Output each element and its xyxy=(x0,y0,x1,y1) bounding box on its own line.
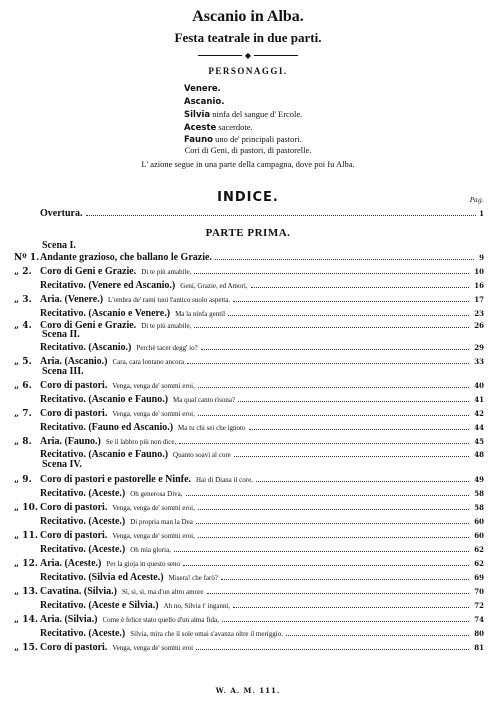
index-entry xyxy=(14,294,484,307)
person-name: Fauno xyxy=(184,135,213,145)
entry-title: Recitativo. (Silvia ed Aceste.) xyxy=(40,572,164,583)
entry-incipit: Quanto soavi al core xyxy=(173,451,231,459)
entry-page: 80 xyxy=(474,629,484,638)
index-entry xyxy=(14,422,484,435)
person-description: uno de' principali pastori. xyxy=(213,134,302,144)
entry-page: 40 xyxy=(474,381,484,390)
entry-number: „ 14. xyxy=(14,615,38,625)
dot-leader xyxy=(201,349,470,350)
dot-leader xyxy=(198,415,469,416)
entry-incipit: Silvia, mira che il sole omai s'avanza oltre il meriggio. xyxy=(130,630,283,638)
index-entry xyxy=(14,266,484,279)
entry-title: Recitativo. (Aceste.) xyxy=(40,488,126,499)
index-entry xyxy=(14,342,484,355)
entry-incipit: Per la gioja in questo seno xyxy=(106,560,181,568)
entry-page: 48 xyxy=(474,450,484,459)
entry-title: Aria. (Silvia.) xyxy=(40,614,98,625)
scena-heading: Scena I. xyxy=(42,240,76,251)
entry-incipit: Venga, venga de' sommi eroi xyxy=(112,644,194,652)
person-description: sacerdote. xyxy=(216,122,253,132)
entry-page: 17 xyxy=(474,295,484,304)
entry-page: 72 xyxy=(474,601,484,610)
entry-page: 44 xyxy=(474,423,484,432)
entry-incipit: Sì, sì, sì, ma d'un altro amore xyxy=(121,588,204,596)
entry-incipit: Di propria man la Dea xyxy=(130,518,193,526)
index-entry xyxy=(14,600,484,613)
index-entry xyxy=(14,586,484,599)
entry-title: Recitativo. (Aceste.) xyxy=(40,516,126,527)
index-entry xyxy=(14,544,484,557)
entry-page: 70 xyxy=(474,587,484,596)
entry-page: 58 xyxy=(474,489,484,498)
index-entry xyxy=(14,642,484,655)
index-entry xyxy=(14,516,484,529)
person-entry xyxy=(184,122,253,133)
entry-incipit: Ma la ninfa gentil xyxy=(175,310,226,318)
entry-page: 60 xyxy=(474,531,484,540)
entry-number: Nº 1. xyxy=(14,253,40,263)
entry-title: Aria. (Fauno.) xyxy=(40,436,101,447)
entry-number: „ 2. xyxy=(14,267,32,277)
entry-title: Recitativo. (Ascanio e Fauno.) xyxy=(40,449,169,460)
entry-incipit: Ma tu chi sei che ignoto xyxy=(178,424,246,432)
dot-leader xyxy=(198,537,469,538)
person-entry xyxy=(184,96,224,107)
entry-title: Coro di Geni e Grazie. xyxy=(40,266,137,277)
scena-heading: Scena II. xyxy=(42,329,80,340)
index-entry xyxy=(14,502,484,515)
entry-page: 41 xyxy=(474,395,484,404)
index-entry xyxy=(14,408,484,421)
person-name: Venere. xyxy=(184,84,221,94)
entry-page: 81 xyxy=(474,643,484,652)
chorus-line: Cori di Geni, di pastori, di pastorelle. xyxy=(184,145,312,155)
dot-leader xyxy=(198,387,469,388)
entry-page: 16 xyxy=(474,281,484,290)
dot-leader xyxy=(198,509,469,510)
dot-leader xyxy=(233,607,469,608)
dot-leader xyxy=(196,649,469,650)
entry-title: Recitativo. (Ascanio e Fauno.) xyxy=(40,394,169,405)
dot-leader xyxy=(234,456,469,457)
entry-incipit: Come è felice stato quello d'un alma fida, xyxy=(102,616,219,624)
entry-title: Coro di pastori. xyxy=(40,642,108,653)
entry-incipit: Se il labbro più non dice, xyxy=(105,438,177,446)
entry-page: 49 xyxy=(474,475,484,484)
entry-page: 23 xyxy=(474,309,484,318)
person-entry xyxy=(184,109,302,120)
entry-title: Recitativo. (Ascanio e Venere.) xyxy=(40,308,171,319)
entry-number: „ 3. xyxy=(14,295,32,305)
dot-leader xyxy=(249,429,470,430)
dot-leader xyxy=(215,259,474,260)
entry-incipit: Di te più amabile, xyxy=(141,322,192,330)
dot-leader xyxy=(174,551,469,552)
entry-page: 33 xyxy=(474,357,484,366)
scena-heading: Scena III. xyxy=(42,366,84,377)
entry-number: „ 5. xyxy=(14,357,32,367)
entry-number: „ 9. xyxy=(14,475,32,485)
dot-leader xyxy=(286,635,469,636)
index-entry xyxy=(14,394,484,407)
entry-number: „ 12. xyxy=(14,559,38,569)
dot-leader xyxy=(238,401,469,402)
index-entry xyxy=(14,436,484,449)
entry-page: 62 xyxy=(474,545,484,554)
index-entry xyxy=(14,628,484,641)
part-title: PARTE PRIMA. xyxy=(205,227,291,239)
index-entry xyxy=(14,280,484,293)
dot-leader xyxy=(194,273,469,274)
overtura-label: Overtura. xyxy=(40,208,83,219)
entry-title: Recitativo. (Aceste.) xyxy=(40,628,126,639)
entry-incipit: Perchè tacer degg' io? xyxy=(136,344,198,352)
entry-title: Recitativo. (Fauno ed Ascanio.) xyxy=(40,422,174,433)
dot-leader xyxy=(228,315,469,316)
dot-leader xyxy=(196,523,469,524)
entry-incipit: Ma qual canto risona? xyxy=(173,396,236,404)
personaggi-heading: PERSONAGGI. xyxy=(208,66,288,76)
dot-leader xyxy=(183,565,469,566)
entry-incipit: Oh generosa Diva, xyxy=(130,490,183,498)
person-entry xyxy=(184,83,221,94)
entry-incipit: Di te più amabile, xyxy=(141,268,192,276)
entry-page: 45 xyxy=(474,437,484,446)
index-entry xyxy=(14,320,484,333)
entry-number: „ 15. xyxy=(14,643,38,653)
entry-incipit: Geni, Grazie, ed Amori, xyxy=(180,282,248,290)
person-description: ninfa del sangue d' Ercole. xyxy=(210,109,303,119)
index-entry xyxy=(14,356,484,369)
entry-incipit: Venga, venga de' sommi eroi, xyxy=(112,504,195,512)
dot-leader xyxy=(194,327,469,328)
index-entry xyxy=(14,380,484,393)
entry-title: Andante grazioso, che ballano le Grazie. xyxy=(40,252,212,263)
entry-title: Coro di pastori. xyxy=(40,502,108,513)
ornament-rule-right xyxy=(254,55,298,56)
entry-title: Recitativo. (Venere ed Ascanio.) xyxy=(40,280,176,291)
entry-incipit: Misera! che farò? xyxy=(168,574,218,582)
entry-number: „ 4. xyxy=(14,321,32,331)
entry-title: Recitativo. (Ascanio.) xyxy=(40,342,132,353)
entry-title: Cavatina. (Silvia.) xyxy=(40,586,117,597)
entry-incipit: Venga, venga de' sommi eroi, xyxy=(112,532,195,540)
entry-page: 29 xyxy=(474,343,484,352)
entry-incipit: Hai di Diana il core, xyxy=(196,476,253,484)
entry-incipit: Oh mia gloria, xyxy=(130,546,171,554)
person-name: Silvia xyxy=(184,110,211,120)
index-heading: INDICE. xyxy=(217,190,279,205)
entry-incipit: Venga, venga de' sommi eroi, xyxy=(112,410,195,418)
diamond-icon: ◆ xyxy=(244,51,252,60)
entry-incipit: L'ombra de' rami tuoi l'antico suolo aspetta. xyxy=(108,296,231,304)
overtura-page: 1 xyxy=(479,209,484,218)
entry-number: „ 11. xyxy=(14,531,38,541)
dot-leader xyxy=(221,579,469,580)
entry-number: „ 7. xyxy=(14,409,32,419)
entry-page: 62 xyxy=(474,559,484,568)
entry-title: Aria. (Aceste.) xyxy=(40,558,102,569)
dot-leader xyxy=(86,215,477,216)
dot-leader xyxy=(207,593,470,594)
dot-leader xyxy=(179,443,469,444)
dot-leader xyxy=(251,287,470,288)
dot-leader xyxy=(222,621,469,622)
entry-number: „ 6. xyxy=(14,381,32,391)
dot-leader xyxy=(186,495,470,496)
plate-number: W. A. M. 111. xyxy=(215,686,281,695)
entry-page: 60 xyxy=(474,517,484,526)
index-entry xyxy=(14,558,484,571)
work-title: Ascanio in Alba. xyxy=(192,8,304,25)
entry-incipit: Cara, cara lontano ancora xyxy=(112,358,185,366)
entry-number: „ 8. xyxy=(14,437,32,447)
dot-leader xyxy=(256,481,469,482)
entry-page: 58 xyxy=(474,503,484,512)
overtura-entry xyxy=(40,208,484,219)
entry-title: Recitativo. (Aceste e Silvia.) xyxy=(40,600,159,611)
index-entry xyxy=(14,449,484,462)
index-entry xyxy=(14,252,484,265)
entry-title: Coro di pastori e pastorelle e Ninfe. xyxy=(40,474,192,485)
title-ornament xyxy=(198,51,298,61)
entry-incipit: Venga, venga de' sommi eroi, xyxy=(112,382,195,390)
entry-title: Coro di Geni e Grazie. xyxy=(40,320,137,331)
entry-page: 69 xyxy=(474,573,484,582)
setting-line: L' azione segue in una parte della campagna, dove poi fu Alba. xyxy=(141,159,355,169)
entry-page: 9 xyxy=(479,253,484,262)
entry-title: Coro di pastori. xyxy=(40,408,108,419)
entry-title: Recitativo. (Aceste.) xyxy=(40,544,126,555)
person-entry xyxy=(184,134,302,145)
index-entry xyxy=(14,572,484,585)
entry-page: 42 xyxy=(474,409,484,418)
entry-page: 26 xyxy=(474,321,484,330)
dot-leader xyxy=(233,301,469,302)
person-name: Ascanio. xyxy=(184,97,225,107)
ornament-rule-left xyxy=(198,55,242,56)
entry-title: Aria. (Venere.) xyxy=(40,294,104,305)
person-name: Aceste xyxy=(184,123,217,133)
page-column-label: Pag. xyxy=(469,196,484,204)
entry-page: 10 xyxy=(474,267,484,276)
index-entry xyxy=(14,530,484,543)
index-entry xyxy=(14,614,484,627)
entry-title: Coro di pastori. xyxy=(40,380,108,391)
work-subtitle: Festa teatrale in due parti. xyxy=(174,30,322,45)
index-entry xyxy=(14,488,484,501)
entry-incipit: Ah no, Silvia t' inganni, xyxy=(163,602,231,610)
entry-page: 74 xyxy=(474,615,484,624)
index-entry xyxy=(14,474,484,487)
entry-title: Coro di pastori. xyxy=(40,530,108,541)
dot-leader xyxy=(187,363,469,364)
scena-heading: Scena IV. xyxy=(42,459,82,470)
entry-title: Aria. (Ascanio.) xyxy=(40,356,108,367)
entry-number: „ 13. xyxy=(14,587,38,597)
entry-number: „ 10. xyxy=(14,503,38,513)
